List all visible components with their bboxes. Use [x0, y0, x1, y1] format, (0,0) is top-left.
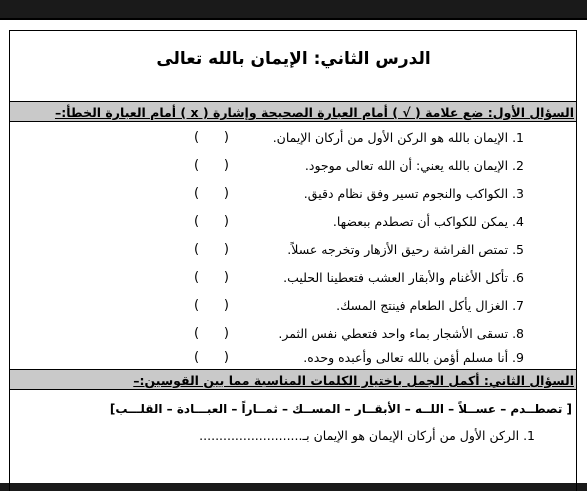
question-2-header-text: السؤال الثاني: أكمل الجمل باختيار الكلمات المناسبة مما بين القوسين:– — [133, 373, 574, 388]
statement-text: 1. الإيمان بالله هو الركن الأول من أركان الإيمان. — [272, 130, 524, 145]
statement-text: 4. يمكن للكواكب أن تصطدم ببعضها. — [332, 214, 524, 229]
answer-blank[interactable]: ( ) — [194, 130, 229, 145]
answer-blank[interactable]: ( ) — [194, 214, 229, 229]
statement-row — [10, 127, 576, 149]
statement-row — [10, 267, 576, 289]
fill-in-sentence[interactable]: 1. الركن الأول من أركان الإيمان هو الإيمان بـ.......................... — [199, 428, 535, 443]
statement-text: 8. تسقى الأشجار بماء واحد فتعطي نفس الثمر. — [278, 326, 524, 341]
word-bank-text: [ تصطــدم – عســلاً – اللــه – الأبقــار – المســك – ثمــاراً – العبـــادة – القلـــب] — [109, 402, 572, 416]
worksheet-page — [0, 18, 587, 483]
statement-row — [10, 183, 576, 205]
statement-row — [10, 239, 576, 261]
answer-blank[interactable]: ( ) — [194, 186, 229, 201]
answer-blank[interactable]: ( ) — [194, 298, 229, 313]
statement-row — [10, 155, 576, 177]
word-bank — [10, 402, 576, 416]
statement-text: 5. تمتص الفراشة رحيق الأزهار وتخرجه عسلاً. — [287, 242, 524, 257]
statement-text: 6. تأكل الأغنام والأبقار العشب فتعطينا الحليب. — [283, 270, 524, 285]
statement-row — [10, 323, 576, 345]
statement-row — [10, 211, 576, 233]
answer-blank[interactable]: ( ) — [194, 242, 229, 257]
statement-text: 2. الإيمان بالله يعني: أن الله تعالى موجود. — [304, 158, 524, 173]
lesson-title: الدرس الثاني: الإيمان بالله تعالى — [156, 49, 431, 69]
statement-row — [10, 295, 576, 317]
answer-blank[interactable]: ( ) — [194, 270, 229, 285]
statement-text: 7. الغزال يأكل الطعام فينتج المسك. — [336, 298, 524, 313]
statement-row — [10, 347, 576, 369]
question-1-header-text: السؤال الأول: ضع علامة ( √ ) أمام العبارة الصحيحة وإشارة ( x ) أمام العبارة الخطأ:– — [54, 105, 574, 120]
answer-blank[interactable]: ( ) — [194, 158, 229, 173]
statement-text: 9. أنا مسلم أؤمن بالله تعالى وأعبده وحده. — [303, 350, 524, 365]
question-2-header — [10, 369, 576, 390]
question-1-header — [10, 101, 576, 122]
statement-text: 3. الكواكب والنجوم تسير وفق نظام دقيق. — [303, 186, 524, 201]
answer-blank[interactable]: ( ) — [194, 350, 229, 365]
answer-blank[interactable]: ( ) — [194, 326, 229, 341]
